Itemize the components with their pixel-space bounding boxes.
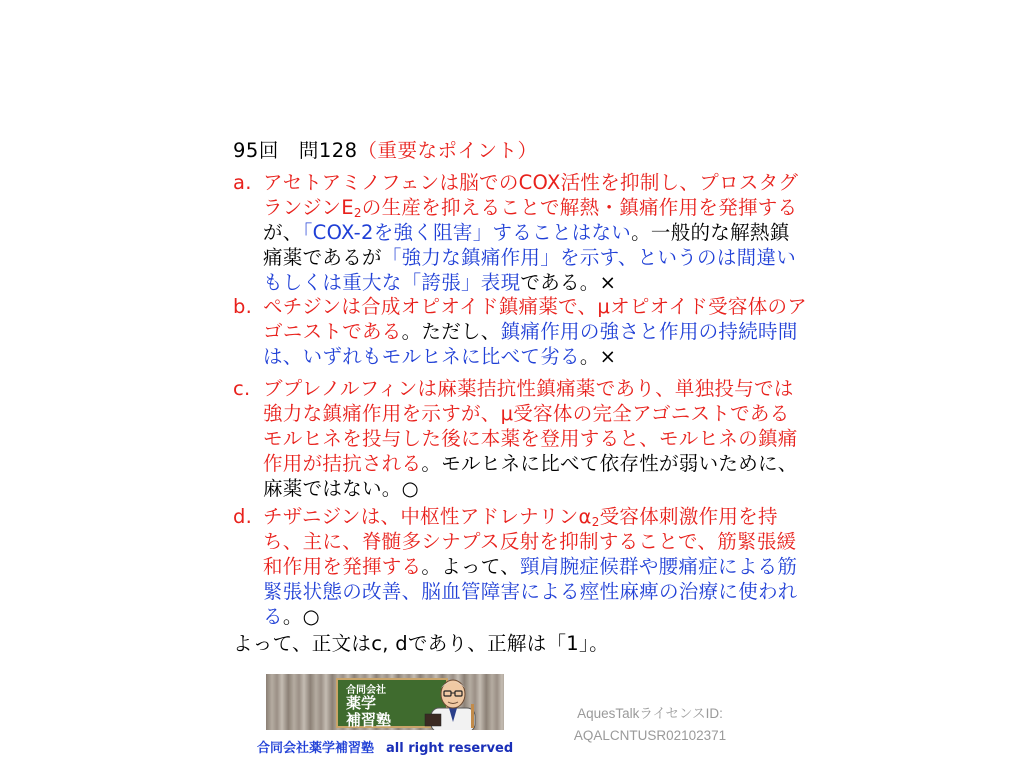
option-b [233, 294, 808, 369]
text-segment: 2 [591, 515, 600, 529]
option-d [233, 504, 808, 629]
option-d-text [263, 504, 808, 629]
text-segment: 受容体刺激作用を持ち、主に、脊髄多シナプス反射を抑制することで、筋緊張緩和作用を発揮する [263, 505, 797, 578]
logo-line-3: 補習塾 [346, 711, 392, 729]
option-b-label: b. [233, 295, 253, 318]
option-b-text [263, 294, 808, 369]
option-a-text [263, 170, 808, 295]
option-c [233, 376, 808, 501]
text-segment: である。× [520, 271, 617, 294]
rights-notice: all right reserved [386, 741, 514, 756]
license-label: AquesTalkライセンスID: [577, 706, 723, 721]
conclusion: よって、正文はc, dであり、正解は「1」。 [233, 632, 609, 655]
text-segment: 。ただし、 [401, 320, 501, 343]
option-a-label: a. [233, 171, 252, 194]
copyright-footer [257, 737, 513, 756]
text-segment: 「強力な鎮痛作用」を示す、というのは間違いもしくは重大な「誇張」表現 [263, 246, 797, 294]
company-name: 合同会社薬学補習塾 [257, 741, 375, 756]
option-a [233, 170, 808, 295]
text-segment: の生産を抑えることで解熱・鎮痛作用を発揮する [361, 196, 798, 219]
license-info [560, 703, 740, 747]
logo-line-1: 合同会社 [346, 685, 386, 696]
text-segment: 鎮痛作用の強さと作用の持続時間は、いずれもモルヒネに比べて劣る [263, 320, 798, 368]
text-segment: 。一般的な解熱鎮痛薬であるが [263, 221, 790, 269]
key-point-label: （重要なポイント） [357, 139, 538, 162]
text-segment: ペチジンは合成オピオイド鎮痛薬で、μオピオイド受容体のアゴニストである [263, 295, 808, 343]
text-segment: 。モルヒネに比べて依存性が弱いために、麻薬ではない。○ [263, 452, 798, 500]
text-segment: 。よって、 [421, 555, 521, 578]
option-c-label: c. [233, 377, 251, 400]
question-number: 95回 問128 [233, 139, 358, 162]
option-d-label: d. [233, 505, 253, 528]
text-segment: 。○ [282, 605, 320, 628]
question-heading [233, 135, 538, 163]
text-segment: が、 [263, 221, 303, 244]
text-segment: 2 [353, 206, 362, 220]
text-segment: 頸肩腕症候群や腰痛症による筋緊張状態の改善、脳血管障害による痙性麻痺の治療に使われる [263, 555, 798, 628]
text-segment: アセトアミノフェンは脳でのCOX活性を抑制し、プロスタグランジンE [263, 171, 799, 219]
option-c-text [263, 376, 808, 501]
teacher-illustration [411, 674, 501, 730]
text-segment: 。× [579, 345, 617, 368]
company-logo [266, 674, 504, 730]
logo-line-2: 薬学 [346, 694, 377, 712]
text-segment: チザニジンは、中枢性アドレナリンα [263, 505, 592, 528]
text-segment: ブプレノルフィンは麻薬拮抗性鎮痛薬であり、単独投与では強力な鎮痛作用を示すが、μ受容体の完全アゴニストであるモルヒネを投与した後に本薬を登用すると、モルヒネの鎮痛作用が拮抗される [263, 377, 798, 475]
license-id: AQALCNTUSR02102371 [573, 728, 727, 743]
text-segment: 「COX-2を強く阻害」することはない [302, 221, 632, 244]
